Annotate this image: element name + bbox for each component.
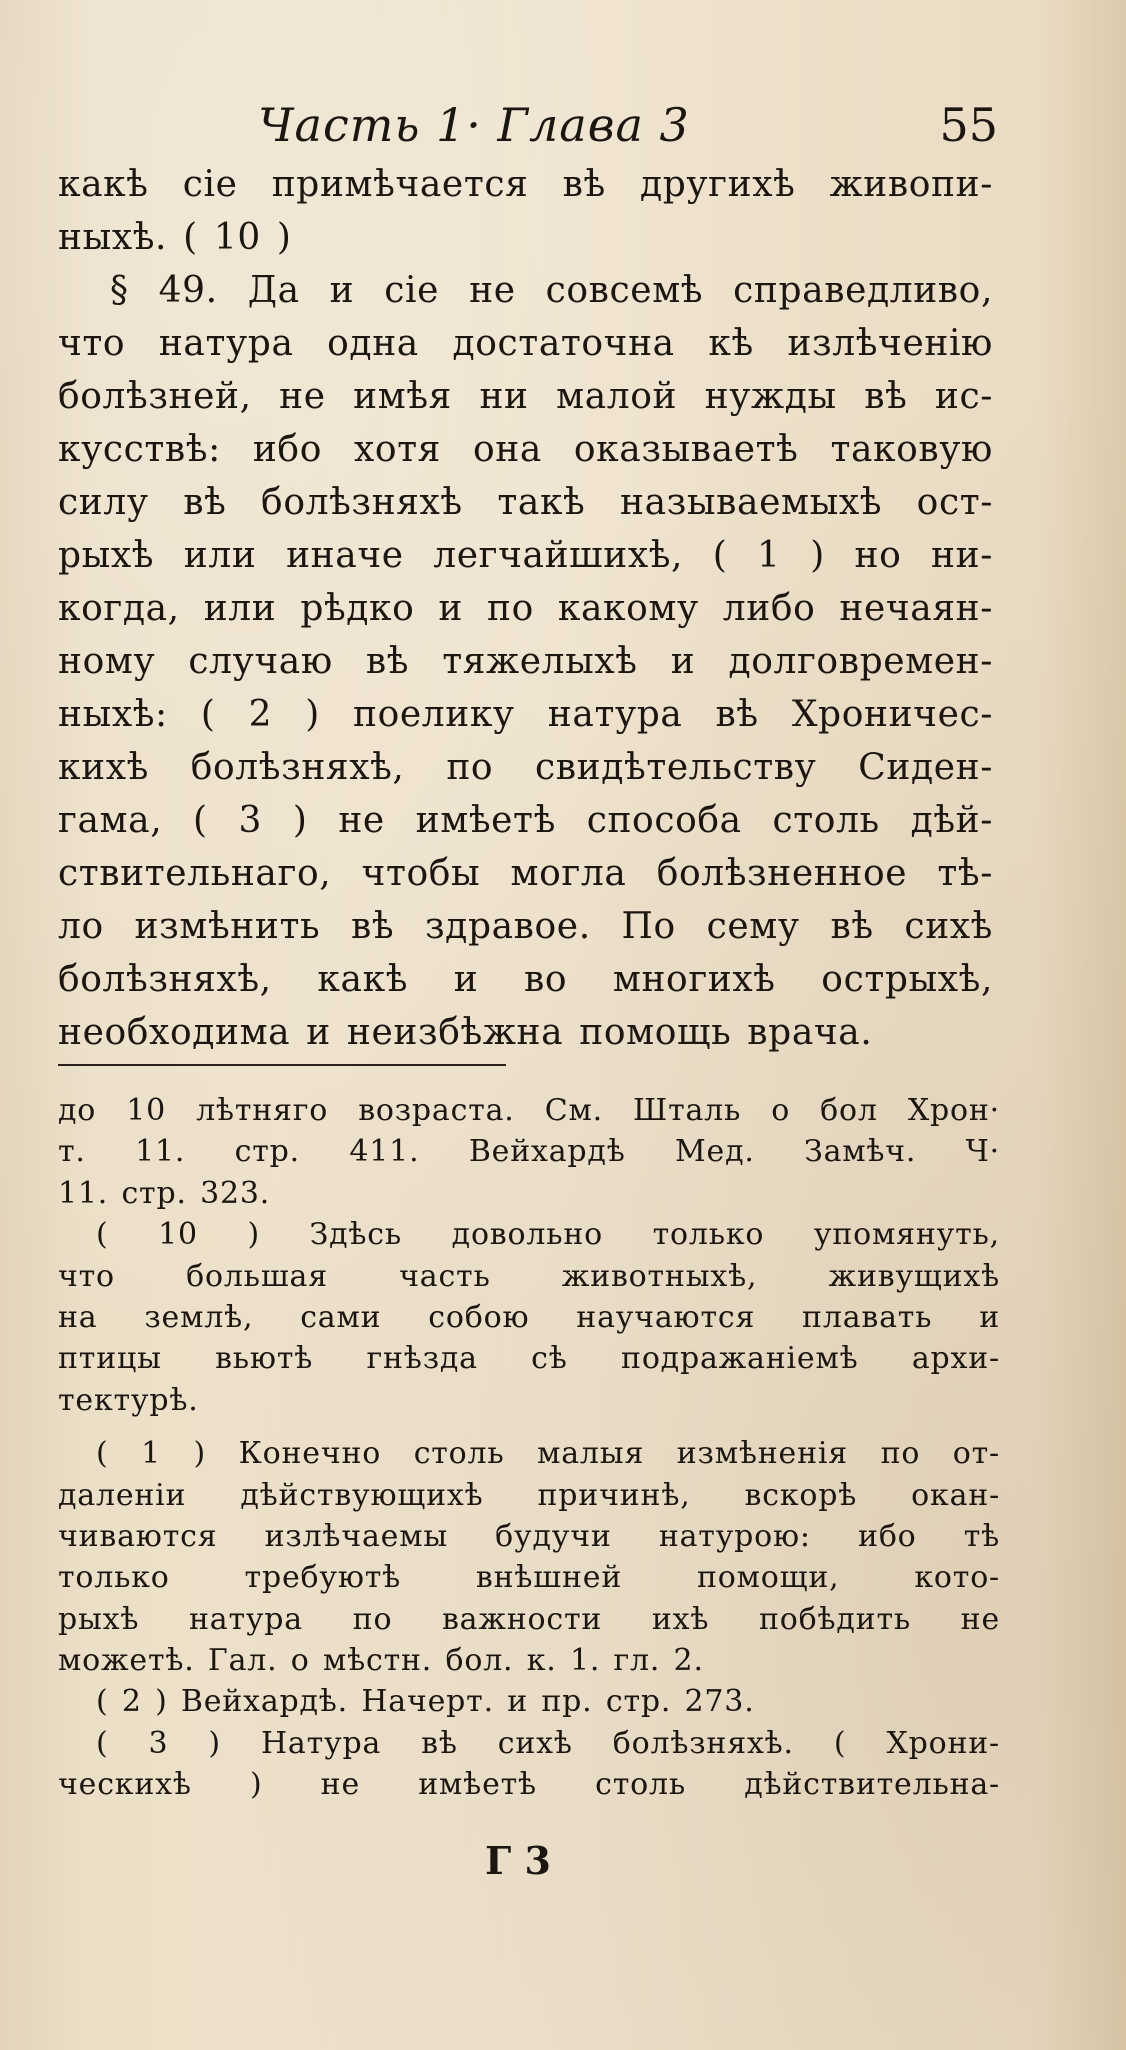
text-line: § 49. Да и сіе не совсемѣ справедливо, — [110, 270, 993, 311]
footnote-line: даленіи дѣйствующихѣ причинѣ, вскорѣ окан- — [58, 1477, 1000, 1513]
text-line: что натура одна достаточна кѣ излѣченію — [58, 323, 993, 364]
text-line: какѣ сіе примѣчается вѣ другихѣ живопи- — [58, 164, 993, 205]
text-line: ствительнаго, чтобы могла болѣзненное тѣ- — [58, 853, 993, 894]
text-line: ному случаю вѣ тяжелыхѣ и долговремен- — [58, 641, 993, 682]
text-line: ныхѣ: ( 2 ) поелику натура вѣ Хроничес- — [58, 694, 993, 735]
footnote-line: ( 10 ) Здѣсь довольно только упомянуть, — [96, 1217, 1000, 1253]
footnote-line: 11. стр. 323. — [58, 1175, 271, 1211]
text-line: болѣзняхѣ, какѣ и во многихѣ острыхѣ, — [58, 959, 993, 1000]
text-line: ныхѣ. ( 10 ) — [58, 217, 292, 258]
running-header — [258, 95, 998, 155]
footnote-line: до 10 лѣтняго возраста. См. Шталь о бол Хрон· — [58, 1093, 1000, 1128]
text-line: гама, ( 3 ) не имѣетѣ способа столь дѣй- — [58, 800, 993, 841]
footnote-line: ( 2 ) Вейхардѣ. Начерт. и пр. стр. 273. — [96, 1684, 755, 1720]
text-line: необходима и неизбѣжна помощь врача. — [58, 1012, 873, 1053]
text-line: когда, или рѣдко и по какому либо нечаян- — [58, 588, 993, 629]
footnote-line: ( 3 ) Натура вѣ сихѣ болѣзняхѣ. ( Хрони- — [96, 1725, 1000, 1761]
footnote-line: т. 11. стр. 411. Вейхардѣ Мед. Замѣч. Ч· — [58, 1134, 1000, 1170]
footnote-line: чиваются излѣчаемы будучи натурою: ибо тѣ — [58, 1518, 1000, 1554]
footnote-line: можетѣ. Гал. о мѣстн. бол. к. 1. гл. 2. — [58, 1643, 704, 1679]
text-line: кусствѣ: ибо хотя она оказываетѣ таковую — [58, 429, 993, 470]
footnote-line: ческихѣ ) не имѣетѣ столь дѣйствительна- — [58, 1767, 1000, 1803]
main-text — [58, 158, 993, 1059]
footnote-line: тектурѣ. — [58, 1382, 199, 1418]
footnote-line: на землѣ, сами собою научаются плавать и — [58, 1299, 1000, 1335]
text-line: рыхѣ или иначе легчайшихѣ, ( 1 ) но ни- — [58, 535, 993, 576]
footnote-divider — [58, 1064, 506, 1066]
text-line: силу вѣ болѣзняхѣ такѣ называемыхѣ ост- — [58, 482, 993, 523]
footnote-line: птицы вьютѣ гнѣзда сѣ подражаніемѣ архи- — [58, 1341, 1000, 1377]
text-line: ло измѣнить вѣ здравое. По сему вѣ сихѣ — [58, 906, 993, 947]
footnote-gap — [58, 1421, 1000, 1433]
text-line: кихѣ болѣзняхѣ, по свидѣтельству Сиден- — [58, 747, 993, 788]
footnote-line: что большая часть животныхѣ, живущихѣ — [58, 1258, 1000, 1294]
footnote-line: ( 1 ) Конечно столь малыя измѣненія по от- — [96, 1436, 1000, 1472]
footnote-line: только требуютѣ внѣшней помощи, кото- — [58, 1560, 1000, 1596]
footnotes — [58, 1090, 1000, 1806]
chapter-heading: Часть 1· Глава 3 — [258, 98, 690, 152]
page-number: 55 — [939, 98, 998, 152]
printer-signature-mark: Г 3 — [485, 1838, 551, 1883]
text-line: болѣзней, не имѣя ни малой нужды вѣ ис- — [58, 376, 993, 417]
footnote-line: рыхѣ натура по важности ихѣ побѣдить не — [58, 1601, 1000, 1637]
